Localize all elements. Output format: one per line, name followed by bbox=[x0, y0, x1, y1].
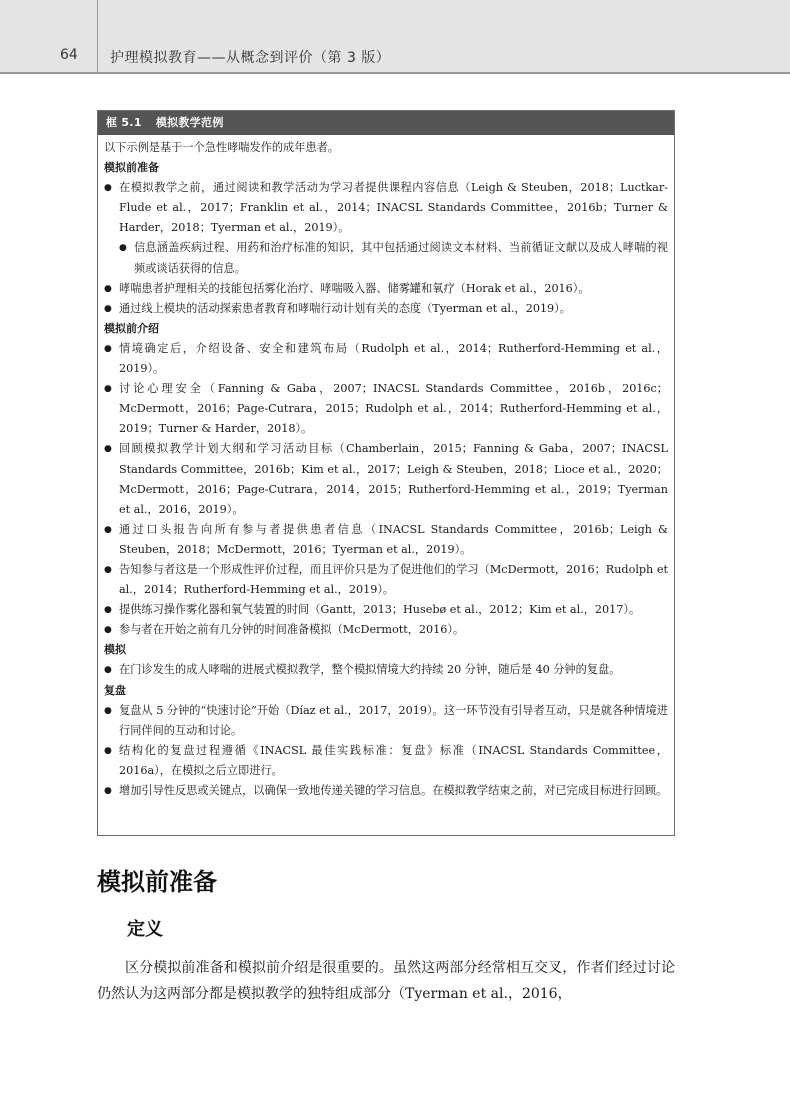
list-item: ● 情境确定后，介绍设备、安全和建筑布局（Rudolph et al.，2014；Rutherford-Hemming et al.，2019）。 bbox=[104, 339, 668, 379]
list-item: ● 哮喘患者护理相关的技能包括雾化治疗、哮喘吸入器、储雾罐和氧疗（Horak et al.，2016）。 bbox=[104, 279, 668, 299]
section-heading-simulation: 模拟 bbox=[104, 643, 126, 657]
list-item: ● 结构化的复盘过程遵循《INACSL 最佳实践标准：复盘》标准（INACSL Standards Committee，2016a），在模拟之后立即进行。 bbox=[104, 741, 668, 781]
list-item: ● 讨论心理安全（Fanning & Gaba，2007；INACSL Standards Committee，2016b，2016c；McDermott，2016；Page-Cutrara，2015；Rudolph et al.，2014；Rutherford-Hemming et al.，2019；Turner & Harder，2018）。 bbox=[104, 379, 668, 439]
box-header bbox=[98, 111, 674, 135]
list-item: ● 通过口头报告向所有参与者提供患者信息（INACSL Standards Committee，2016b；Leigh & Steuben，2018；McDermott，2016；Tyerman et al.，2019）。 bbox=[104, 520, 668, 560]
list-item: ● 提供练习操作雾化器和氧气装置的时间（Gantt，2013；Husebø et al.，2012；Kim et al.，2017）。 bbox=[104, 600, 668, 620]
list-item: ● 通过线上模块的活动探索患者教育和哮喘行动计划有关的态度（Tyerman et al.，2019）。 bbox=[104, 299, 668, 319]
section-heading-prep: 模拟前准备 bbox=[104, 161, 159, 175]
header-divider bbox=[97, 0, 98, 72]
prebrief-list bbox=[104, 339, 668, 640]
example-box bbox=[97, 110, 675, 836]
running-header bbox=[0, 0, 790, 74]
simulation-list bbox=[104, 660, 668, 680]
section-heading-debrief: 复盘 bbox=[104, 683, 126, 697]
list-item: ● 在门诊发生的成人哮喘的进展式模拟教学，整个模拟情境大约持续 20 分钟，随后是 40 分钟的复盘。 bbox=[104, 660, 668, 680]
list-item: ● 回顾模拟教学计划大纲和学习活动目标（Chamberlain，2015；Fanning & Gaba，2007；INACSL Standards Committee，2016b；Kim et al.，2017；Leigh & Steuben，2018；Lioce et al.，2020；McDermott，2016；Page-Cutrara，2014，2015；Rutherford-Hemming et al.，2019；Tyerman et al.，2016，2019）。 bbox=[104, 439, 668, 519]
box-body bbox=[98, 135, 674, 801]
body-paragraph: 区分模拟前准备和模拟前介绍是很重要的。虽然这两部分经常相互交叉，作者们经过讨论仍然认为这两部分都是模拟教学的独特组成部分（Tyerman et al.，2016， bbox=[97, 960, 675, 1002]
book-title: 护理模拟教育——从概念到评价（第 3 版） bbox=[110, 50, 391, 66]
prep-list bbox=[104, 178, 668, 238]
prep-list-cont bbox=[104, 279, 668, 319]
list-item: ● 复盘从 5 分钟的“快速讨论”开始（Díaz et al.，2017，2019）。这一环节没有引导者互动，只是就各种情境进行同伴间的互动和讨论。 bbox=[104, 701, 668, 741]
sub-list-item: ● 信息涵盖疾病过程、用药和治疗标准的知识，其中包括通过阅读文本材料、当前循证文献以及成人哮喘的视频或谈话获得的信息。 bbox=[119, 238, 668, 278]
box-title: 模拟教学范例 bbox=[155, 116, 224, 129]
section-heading-prebrief: 模拟前介绍 bbox=[104, 321, 159, 335]
box-label: 框 5.1 bbox=[106, 116, 142, 129]
box-intro: 以下示例是基于一个急性哮喘发作的成年患者。 bbox=[104, 141, 339, 154]
prep-sublist bbox=[104, 238, 668, 278]
list-item: ● 在模拟教学之前，通过阅读和教学活动为学习者提供课程内容信息（Leigh & Steuben，2018；Luctkar-Flude et al.，2017；Franklin et al.，2014；INACSL Standards Committee，2016b；Turner & Harder，2018；Tyerman et al.，2019）。 bbox=[104, 178, 668, 238]
list-item: ● 增加引导性反思或关键点，以确保一致地传递关键的学习信息。在模拟教学结束之前，对已完成目标进行回顾。 bbox=[104, 781, 668, 801]
debrief-list bbox=[104, 701, 668, 801]
list-item: ● 告知参与者这是一个形成性评价过程，而且评价只是为了促进他们的学习（McDermott，2016；Rudolph et al.，2014；Rutherford-Hemming et al.，2019）。 bbox=[104, 560, 668, 600]
subsection-heading: 定义 bbox=[127, 919, 163, 940]
list-item: ● 参与者在开始之前有几分钟的时间准备模拟（McDermott，2016）。 bbox=[104, 620, 668, 640]
page-number: 64 bbox=[60, 47, 78, 63]
section-heading: 模拟前准备 bbox=[97, 868, 217, 896]
